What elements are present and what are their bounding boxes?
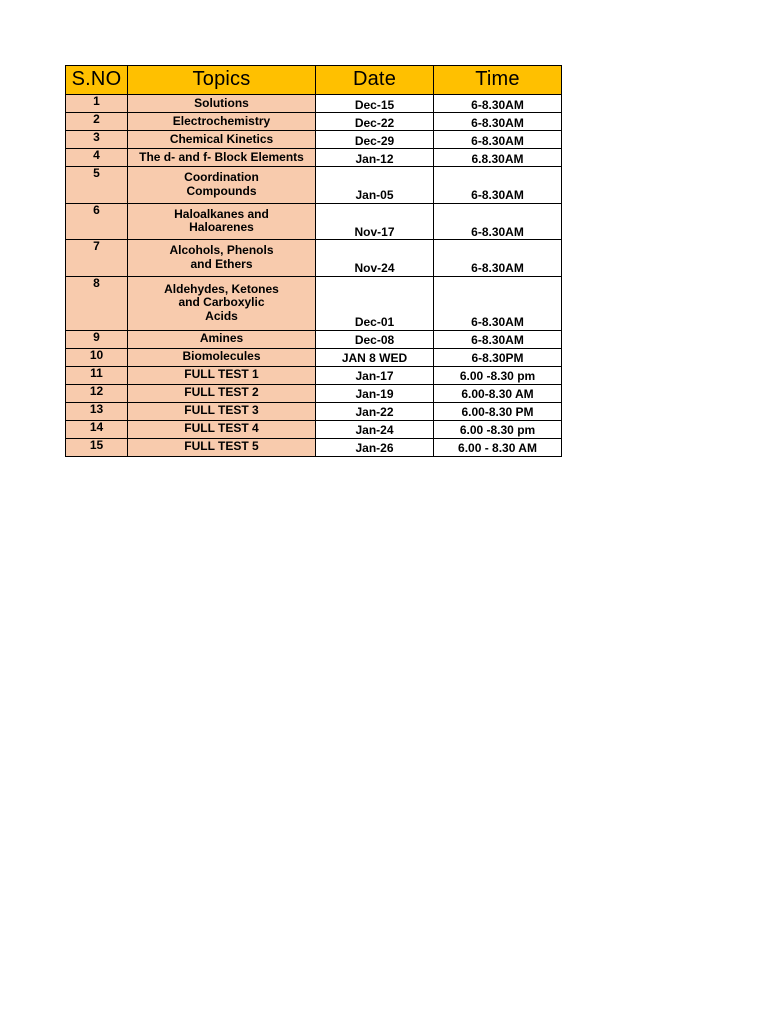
date-cell: JAN 8 WED [316,348,434,366]
sno-cell: 7 [66,240,128,277]
topic-cell: Amines [128,330,316,348]
topic-cell: Coordination Compounds [128,167,316,204]
date-cell: Jan-17 [316,366,434,384]
date-cell: Nov-17 [316,203,434,240]
topic-cell: FULL TEST 3 [128,402,316,420]
date-cell: Jan-19 [316,384,434,402]
date-cell: Jan-12 [316,149,434,167]
time-cell: 6.00 -8.30 pm [434,420,562,438]
date-cell: Jan-05 [316,167,434,204]
time-cell: 6-8.30AM [434,203,562,240]
time-cell: 6.8.30AM [434,149,562,167]
topic-cell: FULL TEST 5 [128,438,316,456]
topic-cell: Biomolecules [128,348,316,366]
date-cell: Dec-15 [316,95,434,113]
topic-cell: Electrochemistry [128,113,316,131]
table-row [66,240,562,277]
schedule-table [65,65,562,457]
date-cell: Jan-26 [316,438,434,456]
date-cell: Dec-01 [316,276,434,330]
sno-cell: 3 [66,131,128,149]
time-cell: 6-8.30AM [434,95,562,113]
time-cell: 6.00 -8.30 pm [434,366,562,384]
sno-cell: 11 [66,366,128,384]
sno-cell: 12 [66,384,128,402]
topic-cell: The d- and f- Block Elements [128,149,316,167]
sno-cell: 8 [66,276,128,330]
table-row [66,402,562,420]
table-row [66,276,562,330]
time-cell: 6-8.30AM [434,131,562,149]
header-sno: S.NO [66,66,128,95]
date-cell: Dec-08 [316,330,434,348]
table-row [66,384,562,402]
date-cell: Nov-24 [316,240,434,277]
table-row [66,113,562,131]
table-row [66,167,562,204]
sno-cell: 1 [66,95,128,113]
topic-cell: Alcohols, Phenols and Ethers [128,240,316,277]
table-row [66,438,562,456]
time-cell: 6-8.30PM [434,348,562,366]
time-cell: 6.00-8.30 AM [434,384,562,402]
table-row [66,330,562,348]
time-cell: 6-8.30AM [434,240,562,277]
table-row [66,149,562,167]
sno-cell: 5 [66,167,128,204]
topic-cell: FULL TEST 1 [128,366,316,384]
time-cell: 6-8.30AM [434,330,562,348]
topic-cell: Haloalkanes and Haloarenes [128,203,316,240]
date-cell: Dec-29 [316,131,434,149]
date-cell: Dec-22 [316,113,434,131]
table-row [66,131,562,149]
sno-cell: 15 [66,438,128,456]
time-cell: 6-8.30AM [434,113,562,131]
header-time: Time [434,66,562,95]
table-row [66,348,562,366]
topic-cell: Solutions [128,95,316,113]
topic-cell: Aldehydes, Ketones and Carboxylic Acids [128,276,316,330]
time-cell: 6-8.30AM [434,167,562,204]
topic-cell: FULL TEST 2 [128,384,316,402]
header-topics: Topics [128,66,316,95]
sno-cell: 4 [66,149,128,167]
sno-cell: 10 [66,348,128,366]
time-cell: 6.00 - 8.30 AM [434,438,562,456]
topic-cell: Chemical Kinetics [128,131,316,149]
time-cell: 6-8.30AM [434,276,562,330]
sno-cell: 9 [66,330,128,348]
time-cell: 6.00-8.30 PM [434,402,562,420]
header-date: Date [316,66,434,95]
date-cell: Jan-22 [316,402,434,420]
sno-cell: 2 [66,113,128,131]
table-row [66,203,562,240]
date-cell: Jan-24 [316,420,434,438]
table-row [66,95,562,113]
sno-cell: 13 [66,402,128,420]
topic-cell: FULL TEST 4 [128,420,316,438]
table-row [66,420,562,438]
header-row [66,66,562,95]
sno-cell: 6 [66,203,128,240]
sno-cell: 14 [66,420,128,438]
table-row [66,366,562,384]
